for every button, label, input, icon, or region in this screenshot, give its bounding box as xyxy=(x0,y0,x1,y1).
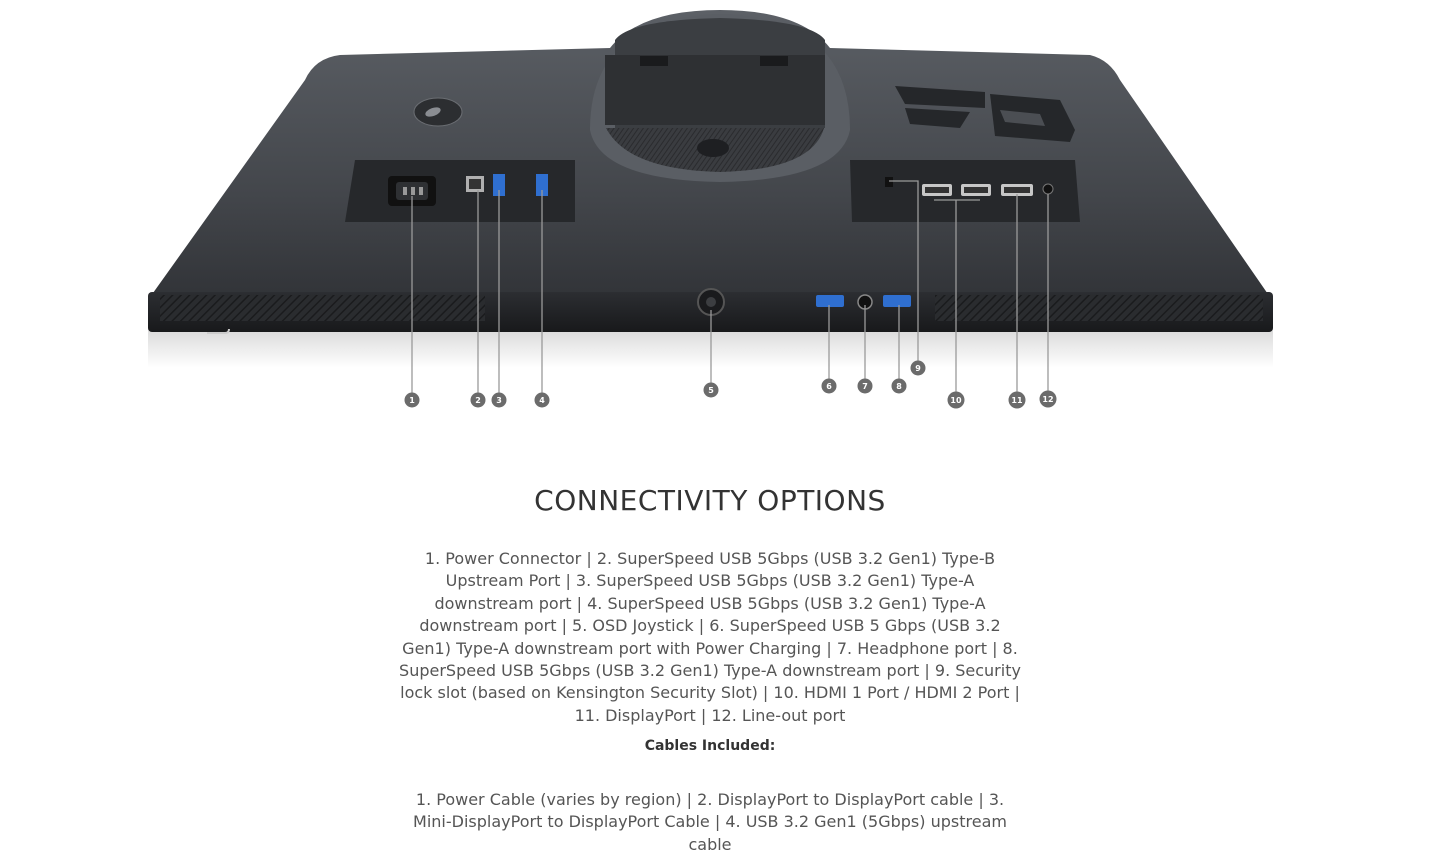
svg-text:10: 10 xyxy=(950,396,962,405)
security-lock-slot xyxy=(885,177,893,187)
usb-a-port-6 xyxy=(816,295,844,307)
line-out-port xyxy=(1043,184,1053,194)
callout-6 xyxy=(822,379,837,394)
mount-slot-left xyxy=(640,56,668,66)
svg-text:2: 2 xyxy=(475,396,481,405)
svg-text:6: 6 xyxy=(826,382,832,391)
callout-11 xyxy=(1009,392,1026,409)
cables-description: 1. Power Cable (varies by region) | 2. DisplayPort to DisplayPort cable | 3. Mini-DisplayPort to DisplayPort Cable | 4. USB 3.2 Gen1 (5Gbps) upstream cable xyxy=(413,790,1007,854)
right-vent-grille xyxy=(935,295,1263,321)
callout-8 xyxy=(892,379,907,394)
svg-text:4: 4 xyxy=(539,396,545,405)
stand-recess xyxy=(605,55,825,125)
callout-5 xyxy=(704,383,719,398)
svg-text:3: 3 xyxy=(496,396,502,405)
stand-release-button xyxy=(697,139,729,157)
svg-text:7: 7 xyxy=(862,382,868,391)
mount-slot-right xyxy=(760,56,788,66)
callout-3 xyxy=(492,393,507,408)
callout-4 xyxy=(535,393,550,408)
callout-1 xyxy=(405,393,420,408)
svg-text:12: 12 xyxy=(1042,395,1054,404)
section-title: CONNECTIVITY OPTIONS xyxy=(534,484,886,517)
monitor-rear-image xyxy=(0,0,1447,420)
svg-text:1: 1 xyxy=(409,396,415,405)
ports-description: 1. Power Connector | 2. SuperSpeed USB 5Gbps (USB 3.2 Gen1) Type-B Upstream Port | 3. SuperSpeed USB 5Gbps (USB 3.2 Gen1) Type-A downstream port | 4. SuperSpeed USB 5Gbps (USB 3.2 Gen1) Type-A downstream port | 5. OSD Joystick | 6. SuperSpeed USB 5 Gbps (USB 3.2 Gen1) Type-A downstream port with Power Charging | 7. Headphone port | 8. SuperSpeed USB 5Gbps (USB 3.2 Gen1) Type-A downstream port | 9. Security lock slot (based on Kensington Security Slot) | 10. HDMI 1 Port / HDMI 2 Port | 11. DisplayPort | 12. Line-out port xyxy=(399,549,1021,725)
svg-text:5: 5 xyxy=(708,386,714,395)
left-vent-grille xyxy=(160,295,485,321)
cables-heading: Cables Included: xyxy=(644,738,776,754)
svg-text:8: 8 xyxy=(896,382,902,391)
callout-2 xyxy=(471,393,486,408)
callout-12 xyxy=(1040,391,1057,408)
svg-text:9: 9 xyxy=(915,364,921,373)
callout-10 xyxy=(948,392,965,409)
svg-text:11: 11 xyxy=(1011,396,1023,405)
callout-9 xyxy=(911,361,926,376)
usb-a-port-8 xyxy=(883,295,911,307)
callout-7 xyxy=(858,379,873,394)
